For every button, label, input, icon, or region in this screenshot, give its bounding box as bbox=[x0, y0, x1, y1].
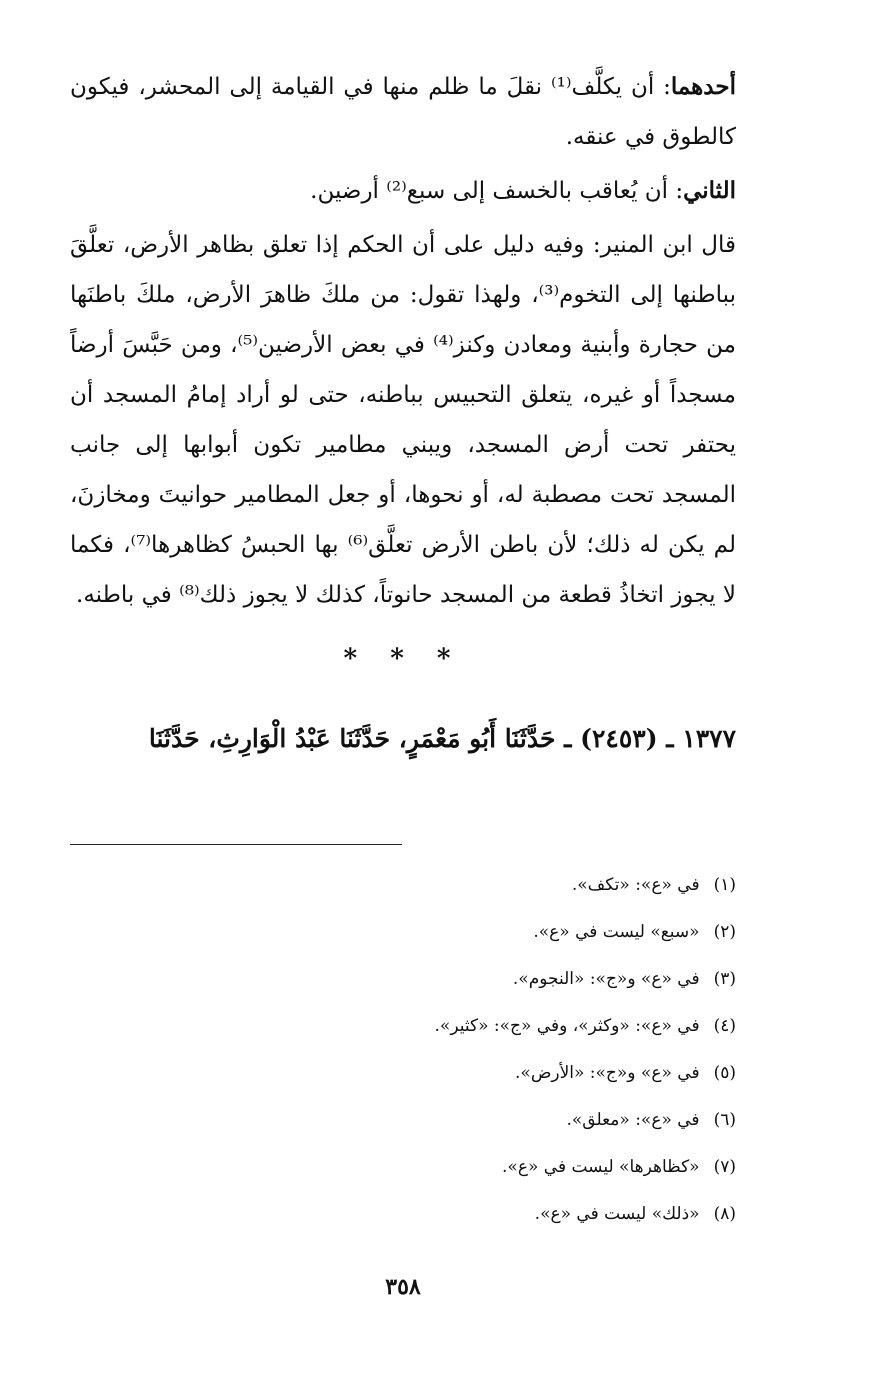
paragraph-text: : أن يُعاقب بالخسف إلى سبع⁽²⁾ أرضين. bbox=[310, 178, 684, 204]
footnote-text: «كظاهرها» ليست في «ع». bbox=[502, 1157, 700, 1177]
footnote-number: (٣) bbox=[713, 969, 736, 989]
footnote bbox=[70, 1097, 736, 1144]
footnote-number: (٤) bbox=[713, 1016, 736, 1036]
footnote-text: في «ع» و«ج»: «الأرض». bbox=[515, 1063, 700, 1083]
footnote-text: «ذلك» ليست في «ع». bbox=[534, 1204, 700, 1224]
footnote bbox=[70, 1191, 736, 1238]
footnote-text: في «ع»: «وكثر»، وفي «ج»: «كثير». bbox=[434, 1016, 700, 1036]
footnote-divider bbox=[70, 844, 402, 845]
paragraph-text: : أن يكلَّف⁽¹⁾ نقلَ ما ظلم منها في القيامة إلى المحشر، فيكون كالطوق في عنقه. bbox=[70, 74, 736, 150]
footnote-number: (٦) bbox=[713, 1110, 736, 1130]
paragraph-text: قال ابن المنير: وفيه دليل على أن الحكم إذا تعلق بظاهر الأرض، تعلَّقَ بباطنها إلى التخوم⁽³⁾، ولهذا تقول: من ملكَ ظاهرَ الأرض، ملكَ باطنَها من حجارة وأبنية ومعادن وكنز⁽⁴⁾ في بعض الأرضين⁽⁵⁾، ومن حَبَّسَ أرضاً مسجداً أو غيره، يتعلق التحبيس بباطنه، حتى لو أراد إمامُ المسجد أن يحتفر تحت أرض المسجد، ويبني مطامير تكون أبوابها إلى جانب المسجد تحت مصطبة له، أو نحوها، أو جعل المطامير حوانيتَ ومخازنَ، لم يكن له ذلك؛ لأن باطن الأرض تعلَّق⁽⁶⁾ بها الحبسُ كظاهرها⁽⁷⁾، فكما لا يجوز اتخاذُ قطعة من المسجد حانوتاً، كذلك لا يجوز ذلك⁽⁸⁾ في باطنه. bbox=[70, 232, 737, 608]
footnote bbox=[70, 1003, 736, 1050]
footnote bbox=[70, 909, 736, 956]
paragraph-label: أحدهما bbox=[670, 73, 736, 100]
section-separator: * * * bbox=[343, 644, 463, 674]
hadith-heading: ١٣٧٧ ـ (٢٤٥٣) ـ حَدَّثَنَا أَبُو مَعْمَرٍ، حَدَّثَنَا عَبْدُ الْوَارِثِ، حَدَّثَنَا bbox=[148, 724, 736, 753]
paragraph-label: الثاني bbox=[683, 177, 736, 204]
footnote bbox=[70, 956, 736, 1003]
footnote bbox=[70, 1144, 736, 1191]
footnote-number: (١) bbox=[713, 875, 736, 895]
footnote-text: في «ع» و«ج»: «النجوم». bbox=[512, 969, 700, 989]
footnote-number: (٨) bbox=[713, 1204, 736, 1224]
footnote bbox=[70, 862, 736, 909]
paragraph-second bbox=[70, 166, 736, 216]
footnote-number: (٢) bbox=[713, 922, 736, 942]
book-page bbox=[70, 62, 737, 1300]
footnote-text: في «ع»: «معلق». bbox=[566, 1110, 700, 1130]
footnote bbox=[70, 1050, 736, 1097]
footnote-text: «سبع» ليست في «ع». bbox=[533, 922, 700, 942]
footnote-text: في «ع»: «تكف». bbox=[571, 875, 700, 895]
footnote-number: (٧) bbox=[713, 1157, 736, 1177]
paragraph-ibn-munir bbox=[70, 220, 736, 620]
footnotes-list bbox=[70, 862, 736, 1238]
footnote-number: (٥) bbox=[713, 1063, 736, 1083]
paragraph-first bbox=[70, 62, 736, 162]
page-number: ٣٥٨ bbox=[385, 1274, 421, 1300]
